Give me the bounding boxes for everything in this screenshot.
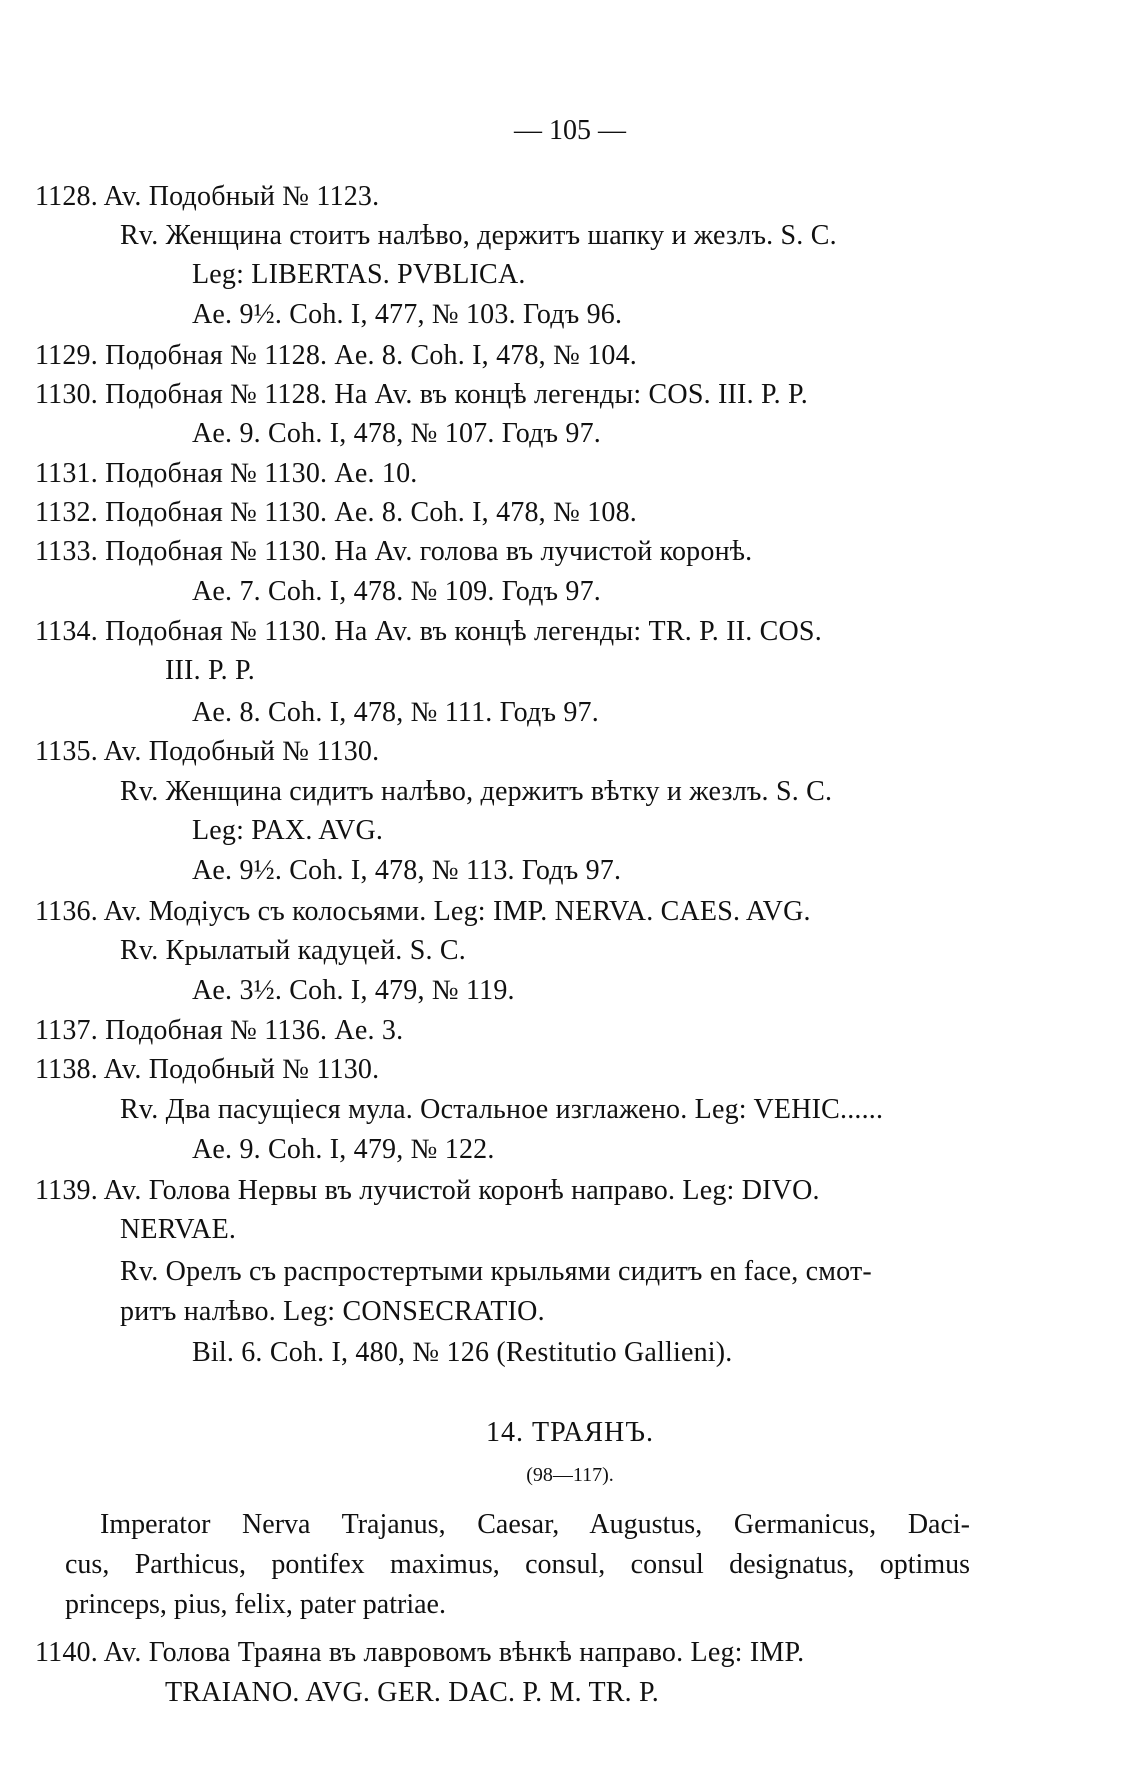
entry-line: Ae. 9. Coh. I, 478, № 107. Годъ 97. [192,418,602,449]
entry-line: Ae. 9. Coh. I, 479, № 122. [192,1134,495,1165]
entry-line: 1136. Av. Модіусъ съ колосьями. Leg: IMP. NERVA. CAES. AVG. [35,896,811,927]
section-years: (98—117). [526,1464,614,1486]
entry-line: 1130. Подобная № 1128. На Av. въ концѣ легенды: COS. III. P. P. [35,379,808,410]
entry-line: 1140. Av. Голова Траяна въ лавровомъ вѣнкѣ направо. Leg: IMP. [35,1637,805,1668]
entry-line: Leg: LIBERTAS. PVBLICA. [192,259,526,290]
entry-line: ритъ налѣво. Leg: CONSECRATIO. [120,1296,545,1327]
entry-line: Ae. 3½. Coh. I, 479, № 119. [192,975,515,1006]
entry-line: NERVAE. [120,1214,237,1245]
entry-line: Ae. 9½. Coh. I, 477, № 103. Годъ 96. [192,299,623,330]
entry-line: Bil. 6. Coh. I, 480, № 126 (Restitutio Gallieni). [192,1337,733,1368]
entry-line: 1131. Подобная № 1130. Ae. 10. [35,458,418,489]
intro-paragraph-line: princeps, pius, felix, pater patriae. [65,1589,446,1620]
entry-line: Rv. Орелъ съ распростертыми крыльями сидитъ en face, смот- [120,1256,872,1287]
entry-line: 1132. Подобная № 1130. Ae. 8. Coh. I, 478, № 108. [35,497,637,528]
entry-line: 1129. Подобная № 1128. Ae. 8. Coh. I, 478, № 104. [35,340,637,371]
entry-line: 1128. Av. Подобный № 1123. [35,181,380,212]
entry-line: Ae. 7. Coh. I, 478. № 109. Годъ 97. [192,576,602,607]
entry-line: Rv. Женщина стоитъ налѣво, держитъ шапку и жезлъ. S. C. [120,220,837,251]
section-title: 14. ТРАЯНЪ. [486,1417,654,1448]
entry-line: 1134. Подобная № 1130. На Av. въ концѣ легенды: TR. P. II. COS. [35,616,822,647]
entry-line: 1137. Подобная № 1136. Ae. 3. [35,1015,404,1046]
intro-paragraph-line: Imperator Nerva Trajanus, Caesar, Augustus, Germanicus, Daci- [100,1509,970,1540]
page-number: — 105 — [514,115,626,146]
entry-line: 1135. Av. Подобный № 1130. [35,736,380,767]
entry-line: Rv. Крылатый кадуцей. S. C. [120,935,466,966]
entry-line: Rv. Женщина сидитъ налѣво, держитъ вѣтку и жезлъ. S. C. [120,776,833,807]
entry-line: Rv. Два пасущіеся мула. Остальное изглажено. Leg: VEHIC...... [120,1094,884,1125]
entry-line: Ae. 9½. Coh. I, 478, № 113. Годъ 97. [192,855,622,886]
entry-line: 1138. Av. Подобный № 1130. [35,1054,380,1085]
entry-line: 1139. Av. Голова Нервы въ лучистой коронѣ направо. Leg: DIVO. [35,1175,820,1206]
entry-line: Ae. 8. Coh. I, 478, № 111. Годъ 97. [192,697,599,728]
entry-line: 1133. Подобная № 1130. На Av. голова въ лучистой коронѣ. [35,536,753,567]
entry-line: Leg: PAX. AVG. [192,815,384,846]
entry-line: TRAIANO. AVG. GER. DAC. P. M. TR. P. [165,1677,659,1708]
intro-paragraph-line: cus, Parthicus, pontifex maximus, consul, consul designatus, optimus [65,1549,970,1580]
entry-line: III. P. P. [165,655,255,686]
